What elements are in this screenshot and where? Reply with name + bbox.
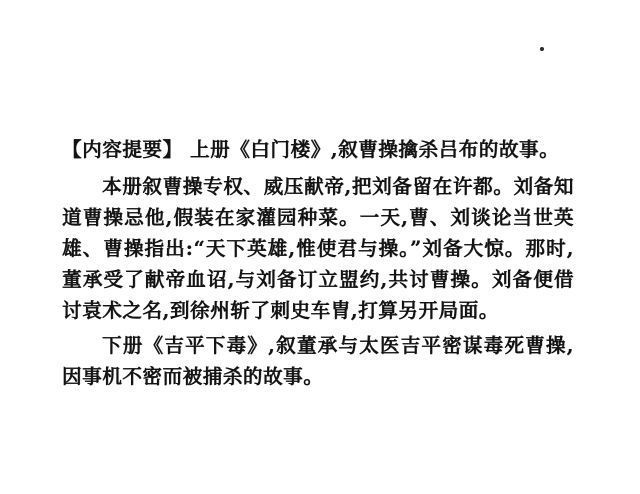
paragraph-summary-heading: 【内容提要】 上册《白门楼》,叙曹操擒杀吕布的故事。: [62, 138, 560, 161]
document-text-block: [62, 134, 574, 392]
ink-speck-mark: [540, 47, 544, 51]
paragraph-summary-upper: 本册叙曹操专权、威压献帝,把刘备留在许都。刘备知道曹操忌他,假装在家灌园种菜。一天,曹、刘谈论当世英雄、曹操指出:“天下英雄,惟使君与操。”刘备大惊。那时,董承受了献帝血诏,与刘备订立盟约,共讨曹操。刘备便借讨袁术之名,到徐州斩了刺史车胄,打算另开局面。: [62, 175, 574, 322]
paragraph-summary-lower: 下册《吉平下毒》,叙董承与太医吉平密谋毒死曹操,因事机不密而被捕杀的故事。: [62, 334, 574, 388]
